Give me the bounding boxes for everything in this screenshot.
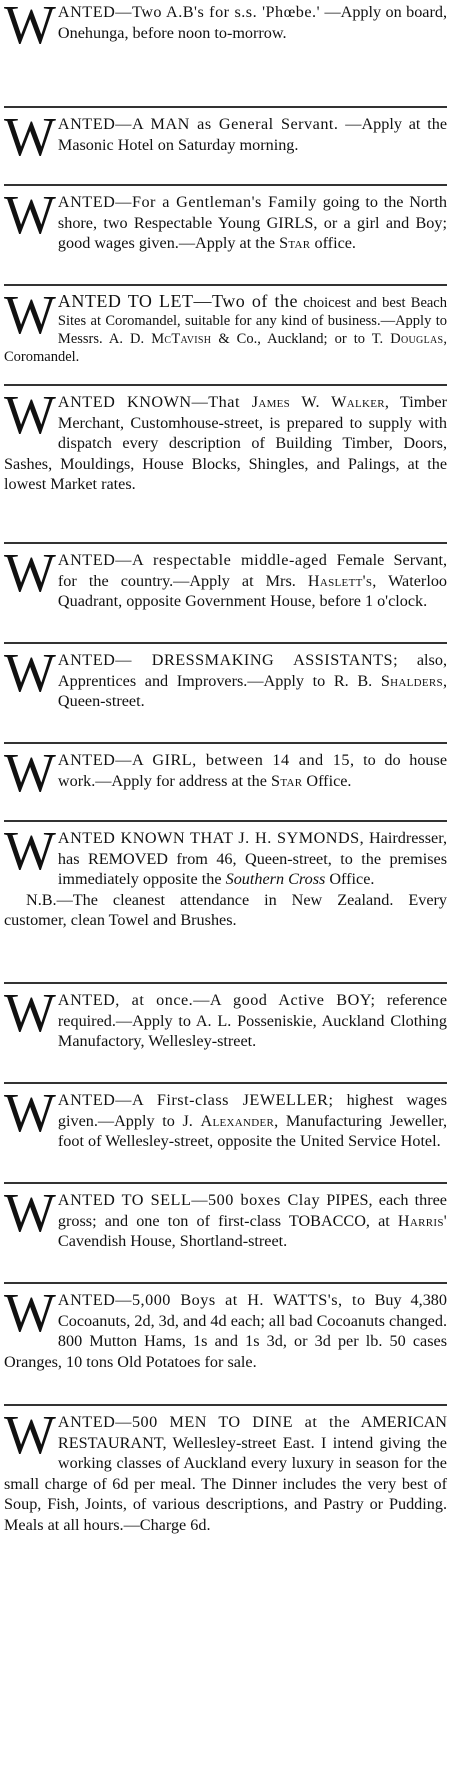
ad-heading: ANTED—For a Gentleman's Family (57, 193, 317, 211)
ad-heading: ANTED KNOWN—That (57, 393, 252, 411)
ad-body: going to the North shore, two Respectable Young GIRLS, or a girl and Boy; good wages given.—Apply at the (57, 193, 447, 252)
ad-body: Hairdresser, has REMOVED from 46, Queen-street, to the premises immediately opposite the (57, 829, 447, 888)
ad-body: AMERICAN RESTAURANT, Wellesley-street East. I intend giving the working classes of Auckland every luxury in season for the small charge of 6d per meal. The Dinner includes the very best of Soup, Fish, Joints, of various descriptions, and Pastry or Pudding. Meals at all hours.—Charge 6d. (4, 1413, 447, 1534)
drop-cap: W (4, 1182, 54, 1243)
ad-heading: ANTED—A respectable middle-aged (57, 551, 328, 569)
classified-ad: W ANTED—A First-class JEWELLER; highest wages given.—Apply to J. Alexander, Manufacturing Jeweller, foot of Wellesley-street, opposite the United Service Hotel. (4, 1082, 447, 1180)
classified-ad (4, 982, 447, 1080)
classified-ad (4, 1282, 447, 1402)
drop-cap: W (4, 1082, 54, 1143)
drop-cap: W (4, 284, 54, 345)
classified-ad: W ANTED KNOWN THAT J. H. SYMONDS, Hairdresser, has REMOVED from 46, Queen-street, to the premises immediately opposite the Southern Cross Office. N.B.—The cleanest attendance in New Zealand. Every customer, clean Towel and Brushes. (4, 820, 447, 980)
ad-body: to do house work.—Apply for address at the (57, 751, 448, 790)
ad-heading: ANTED TO SELL—500 boxes Clay (57, 1191, 321, 1209)
ad-body: ; also, Apprentices and Improvers.—Apply to R. B. (57, 651, 447, 690)
ad-heading: ANTED KNOWN THAT J. H. SYMONDS, (57, 829, 365, 847)
drop-cap: W (4, 542, 54, 603)
ad-heading: ANTED— DRESSMAKING ASSISTANTS (57, 651, 394, 669)
classified-ad: W ANTED TO LET—Two of the choicest and best Beach Sites at Coromandel, suitable for any kind of business.—Apply to Messrs. A. D. McTavish & Co., Auckland; or to T. Douglas, Coromandel. (4, 284, 447, 382)
newspaper-name: Star (279, 234, 311, 252)
classified-ad: W ANTED—A GIRL, between 14 and 15, to do house work.—Apply for address at the Star Office. (4, 742, 447, 818)
classified-ad: W ANTED— DRESSMAKING ASSISTANTS; also, Apprentices and Improvers.—Apply to R. B. Shalders, Queen-street. (4, 642, 447, 740)
drop-cap: W (4, 384, 54, 445)
ad-body: choicest and best Beach Sites at Coromandel, suitable for any kind of business.—Apply to Messrs. A. D. (57, 295, 447, 347)
drop-cap: W (4, 1282, 54, 1343)
ad-note: N.B.—The cleanest attendance in New Zealand. Every customer, clean Towel and Brushes. (4, 890, 447, 929)
ad-body: —Apply at the Masonic Hotel on Saturday morning. (57, 115, 448, 154)
drop-cap: W (4, 0, 54, 55)
ad-body: PIPES, each three gross; and one ton of first-class TOBACCO, at (57, 1191, 447, 1230)
classified-ad (4, 1404, 447, 1608)
drop-cap: W (4, 184, 54, 245)
classified-ad: W ANTED—A respectable middle-aged Female Servant, for the country.—Apply at Mrs. Haslett's, Waterloo Quadrant, opposite Government House, before 1 o'clock. (4, 542, 447, 640)
drop-cap: W (4, 820, 54, 881)
newspaper-name: Southern Cross (225, 870, 326, 888)
ad-heading: ANTED, at once.—A good Active BOY; (57, 991, 376, 1009)
ad-heading: ANTED—5,000 Boys at H. WATTS's, to (57, 1291, 366, 1309)
ad-heading: ANTED—A MAN as General Servant. (57, 115, 339, 133)
classified-ad (4, 0, 447, 104)
drop-cap: W (4, 982, 54, 1043)
ad-body: , Timber Merchant, Customhouse-street, is prepared to supply with dispatch every description of Building Timber, Doors, Sashes, Mouldings, House Blocks, Shingles, and Palings, at the lowest Market rates. (4, 393, 447, 493)
drop-cap: W (4, 742, 54, 803)
ad-heading: ANTED—500 MEN TO DINE at the (57, 1413, 351, 1431)
ad-heading: ANTED—Two A.B's for s.s. 'Phœbe.' (57, 3, 321, 21)
drop-cap: W (4, 642, 54, 703)
classified-ad: W ANTED—For a Gentleman's Family going to the North shore, two Respectable Young GIRLS, or a girl and Boy; good wages given.—Apply at the Star office. (4, 184, 447, 282)
ad-body: Buy 4,380 Cocoanuts, 2d, 3d, and 4d each; all bad Cocoanuts changed. 800 Mutton Hams, 1s and 1s 3d, or 3d per lb. 50 cases Oranges, 10 tons Old Potatoes for sale. (4, 1291, 447, 1371)
classified-ad (4, 384, 447, 540)
ad-body: highest wages given.—Apply to J. (57, 1091, 448, 1130)
ad-heading: ANTED TO LET—Two of the (57, 291, 298, 311)
drop-cap: W (4, 106, 54, 167)
ad-heading: ANTED—A First-class JEWELLER; (57, 1091, 334, 1109)
merchant-name: James W. Walker (251, 393, 385, 411)
ad-body: Female Servant, for the country.—Apply at Mrs. (57, 551, 448, 590)
ad-heading: ANTED—A GIRL, between 14 and 15, (57, 751, 355, 769)
classified-ad: W ANTED TO SELL—500 boxes Clay PIPES, each three gross; and one ton of first-class TOBACCO, at Harris' Cavendish House, Shortland-street. (4, 1182, 447, 1280)
drop-cap: W (4, 1404, 54, 1465)
classified-ad (4, 106, 447, 182)
ad-body: reference required.—Apply to A. L. Posseniskie, Auckland Clothing Manufactory, Wellesley-street. (57, 991, 448, 1050)
ad-body: —Apply on board, Onehunga, before noon to-morrow. (57, 3, 448, 42)
